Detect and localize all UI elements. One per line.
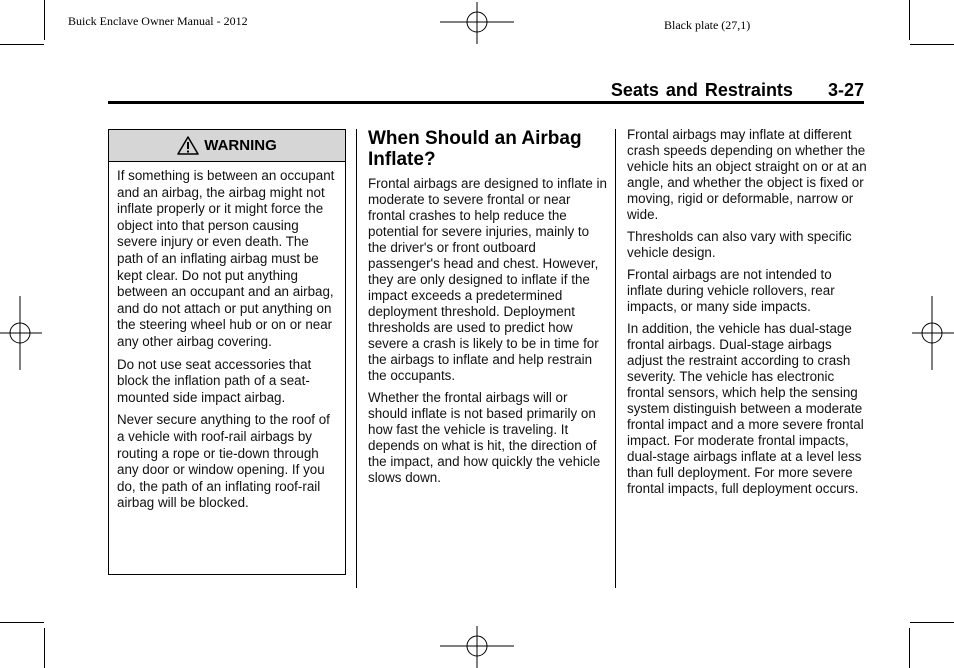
manual-title: Buick Enclave Owner Manual - 2012 xyxy=(68,14,248,28)
crop-mark xyxy=(44,0,45,40)
warning-paragraph: Do not use seat accessories that block the inflation path of a seat-mounted side impact airbag. xyxy=(117,356,312,405)
header-rule xyxy=(108,101,864,104)
plate-label: Black plate (27,1) xyxy=(664,18,751,32)
body-paragraph: Frontal airbags are not intended to inflate during vehicle rollovers, rear impacts, or many side impacts. xyxy=(627,267,835,314)
crop-mark xyxy=(909,628,910,668)
registration-mark-icon xyxy=(912,296,954,370)
crop-mark xyxy=(44,628,45,668)
warning-label: WARNING xyxy=(204,137,277,154)
middle-column xyxy=(368,128,608,492)
warning-header xyxy=(109,130,345,162)
crop-mark xyxy=(909,0,910,40)
crop-mark xyxy=(910,44,954,45)
body-paragraph: Frontal airbags may inflate at different crash speeds depending on whether the vehicle hits an object straight on or at an angle, and whether the object is fixed or moving, rigid or deformable, narrow or wide. xyxy=(627,127,867,222)
crop-mark xyxy=(0,622,44,623)
section-header xyxy=(611,80,864,101)
body-paragraph: Frontal airbags are designed to inflate in moderate to severe frontal or near frontal crashes to help reduce the potential for severe injuries, mainly to the driver's or front outboard passenger's head and chest. However, they are only designed to inflate if the impact exceeds a predetermined deployment threshold. Deployment thresholds are used to predict how severe a crash is likely to be in time for the airbags to inflate and help restrain the occupants. xyxy=(368,176,607,383)
crop-mark xyxy=(910,622,954,623)
section-title: Seats and Restraints xyxy=(610,80,793,100)
registration-mark-icon xyxy=(0,296,42,370)
warning-text xyxy=(109,162,345,512)
registration-mark-icon xyxy=(440,626,514,668)
crop-mark xyxy=(0,44,44,45)
section-heading: When Should an Airbag Inflate? xyxy=(368,128,582,170)
body-paragraph: Whether the frontal airbags will or should inflate is not based primarily on how fast the vehicle is traveling. It depends on what is hit, the direction of the impact, and how quickly the vehicle slows down. xyxy=(368,390,601,485)
warning-paragraph: Never secure anything to the roof of a vehicle with roof-rail airbags by routing a rope or tie-down through any door or window opening. If you do, the path of an inflating roof-rail airbag will be blocked. xyxy=(117,412,330,511)
warning-paragraph: If something is between an occupant and an airbag, the airbag might not inflate properly or it might force the object into that person causing severe injury or even death. The path of an inflating airbag must be kept clear. Do not put anything between an occupant and an airbag, and do not attach or put anything on the steering wheel hub or on or near any other airbag covering. xyxy=(117,168,335,349)
registration-mark-icon xyxy=(440,2,514,44)
body-paragraph: In addition, the vehicle has dual-stage frontal airbags. Dual-stage airbags adjust the restraint according to crash severity. The vehicle has electronic frontal sensors, which help the sensing system distinguish between a moderate frontal impact and a more severe frontal impact. For moderate frontal impacts, dual-stage airbags inflate at a level less than full deployment. For more severe frontal impacts, full deployment occurs. xyxy=(627,321,864,496)
body-paragraph: Thresholds can also vary with specific vehicle design. xyxy=(627,229,852,260)
warning-box xyxy=(108,129,346,575)
page-number: 3-27 xyxy=(827,80,864,100)
column-divider xyxy=(356,129,357,588)
column-divider xyxy=(615,129,616,588)
right-column xyxy=(627,127,867,503)
exclamation-triangle-icon xyxy=(177,136,199,155)
